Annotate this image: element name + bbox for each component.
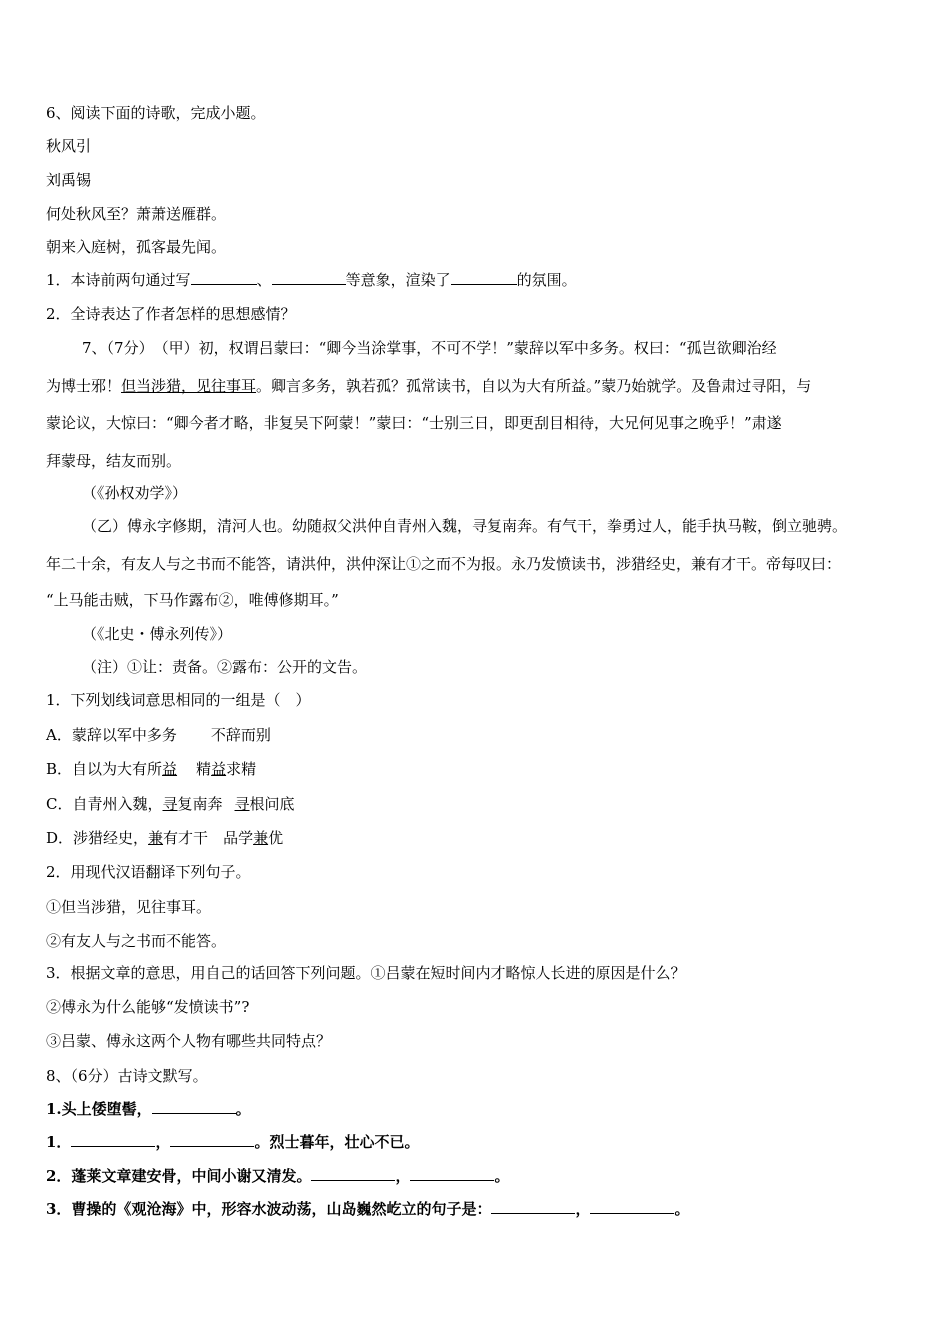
answer-blank[interactable] [451,270,517,285]
q7-subquestion-2: 2．用现代汉语翻译下列句子。 [46,863,251,881]
underlined-sentence: 但当涉猎，见往事耳 [121,377,257,395]
q7-source-jia: （《孙权劝学》） [82,484,188,502]
q7-note: （注）①让：责备。②露布：公开的文告。 [82,658,368,676]
answer-blank[interactable] [410,1166,494,1181]
answer-blank[interactable] [170,1132,254,1147]
q7-passage-jia-line-4: 拜蒙母，结友而别。 [46,452,182,470]
answer-blank[interactable] [272,270,346,285]
q7-passage-yi-line-2: 年二十余，有友人与之书而不能答，请洪仲，洪仲深让①之而不为报。永乃发愤读书，涉猎经史，兼有才干。帝每叹曰： [46,555,842,573]
poem-title: 秋风引 [46,137,92,155]
q7-subquestion-3-3: ③吕蒙、傅永这两个人物有哪些共同特点？ [46,1032,332,1050]
answer-blank[interactable] [71,1132,155,1147]
q7-translate-1: ①但当涉猎，见往事耳。 [46,898,212,916]
answer-blank[interactable] [191,270,257,285]
option-a: A．蒙辞以军中多务 不辞而别 [46,726,271,744]
q6-stem: 6、阅读下面的诗歌，完成小题。 [46,104,266,122]
option-d: D．涉猎经史，兼有才干 品学兼优 [46,829,284,847]
q7-passage-jia-line-3: 蒙论议，大惊曰：“卿今者才略，非复吴下阿蒙！”蒙曰：“士别三日，即更刮目相待，大兄何见事之晚乎！”肃遂 [46,414,782,432]
q8-line-3: 2．蓬莱文章建安骨，中间小谢又清发。 ， 。 [46,1167,510,1185]
q8-line-1: 1.头上倭堕髻， 。 [46,1100,251,1118]
q7-subquestion-1: 1．下列划线词意思相同的一组是（ ） [46,691,311,709]
q7-subquestion-3-2: ②傅永为什么能够“发愤读书”? [46,998,250,1016]
q7-passage-yi-line-1: （乙）傅永字修期，清河人也。幼随叔父洪仲自青州入魏，寻复南奔。有气干，拳勇过人，能手执马鞍，倒立驰骋。 [82,517,848,535]
q7-passage-jia-line-2: 为博士邪！但当涉猎，见往事耳。卿言多务，孰若孤？孤常读书，自以为大有所益。”蒙乃始就学。及鲁肃过寻阳，与 [46,377,812,395]
poem-author: 刘禹锡 [46,171,92,189]
q6-subquestion-2: 2．全诗表达了作者怎样的思想感情？ [46,305,296,323]
poem-line-2: 朝来入庭树，孤客最先闻。 [46,238,227,256]
option-b: B．自以为大有所益 精益求精 [46,760,257,778]
q7-source-yi: （《北史・傅永列传》） [82,625,233,643]
q7-translate-2: ②有友人与之书而不能答。 [46,932,227,950]
q8-line-4: 3．曹操的《观沧海》中，形容水波动荡，山岛巍然屹立的句子是： ， 。 [46,1200,690,1218]
q8-line-2: 1． ， 。烈士暮年，壮心不已。 [46,1133,420,1151]
answer-blank[interactable] [491,1199,575,1214]
answer-blank[interactable] [152,1099,236,1114]
q8-stem: 8、（6分）古诗文默写。 [46,1067,208,1085]
q7-passage-yi-line-3: “上马能击贼，下马作露布②，唯傅修期耳。” [46,591,339,609]
answer-blank[interactable] [590,1199,674,1214]
q7-subquestion-3: 3．根据文章的意思，用自己的话回答下列问题。①吕蒙在短时间内才略惊人长进的原因是什么？ [46,964,686,982]
q6-subquestion-1: 1．本诗前两句通过写 、 等意象，渲染了 的氛围。 [46,271,577,289]
answer-blank[interactable] [311,1166,395,1181]
option-c: C．自青州入魏，寻复南奔 寻根问底 [46,795,295,813]
poem-line-1: 何处秋风至？萧萧送雁群。 [46,205,227,223]
q7-passage-jia-line-1: 7、（7分） （甲）初，权谓吕蒙曰：“卿今当涂掌事，不可不学！”蒙辞以军中多务。权曰：“孤岂欲卿治经 [82,339,777,357]
